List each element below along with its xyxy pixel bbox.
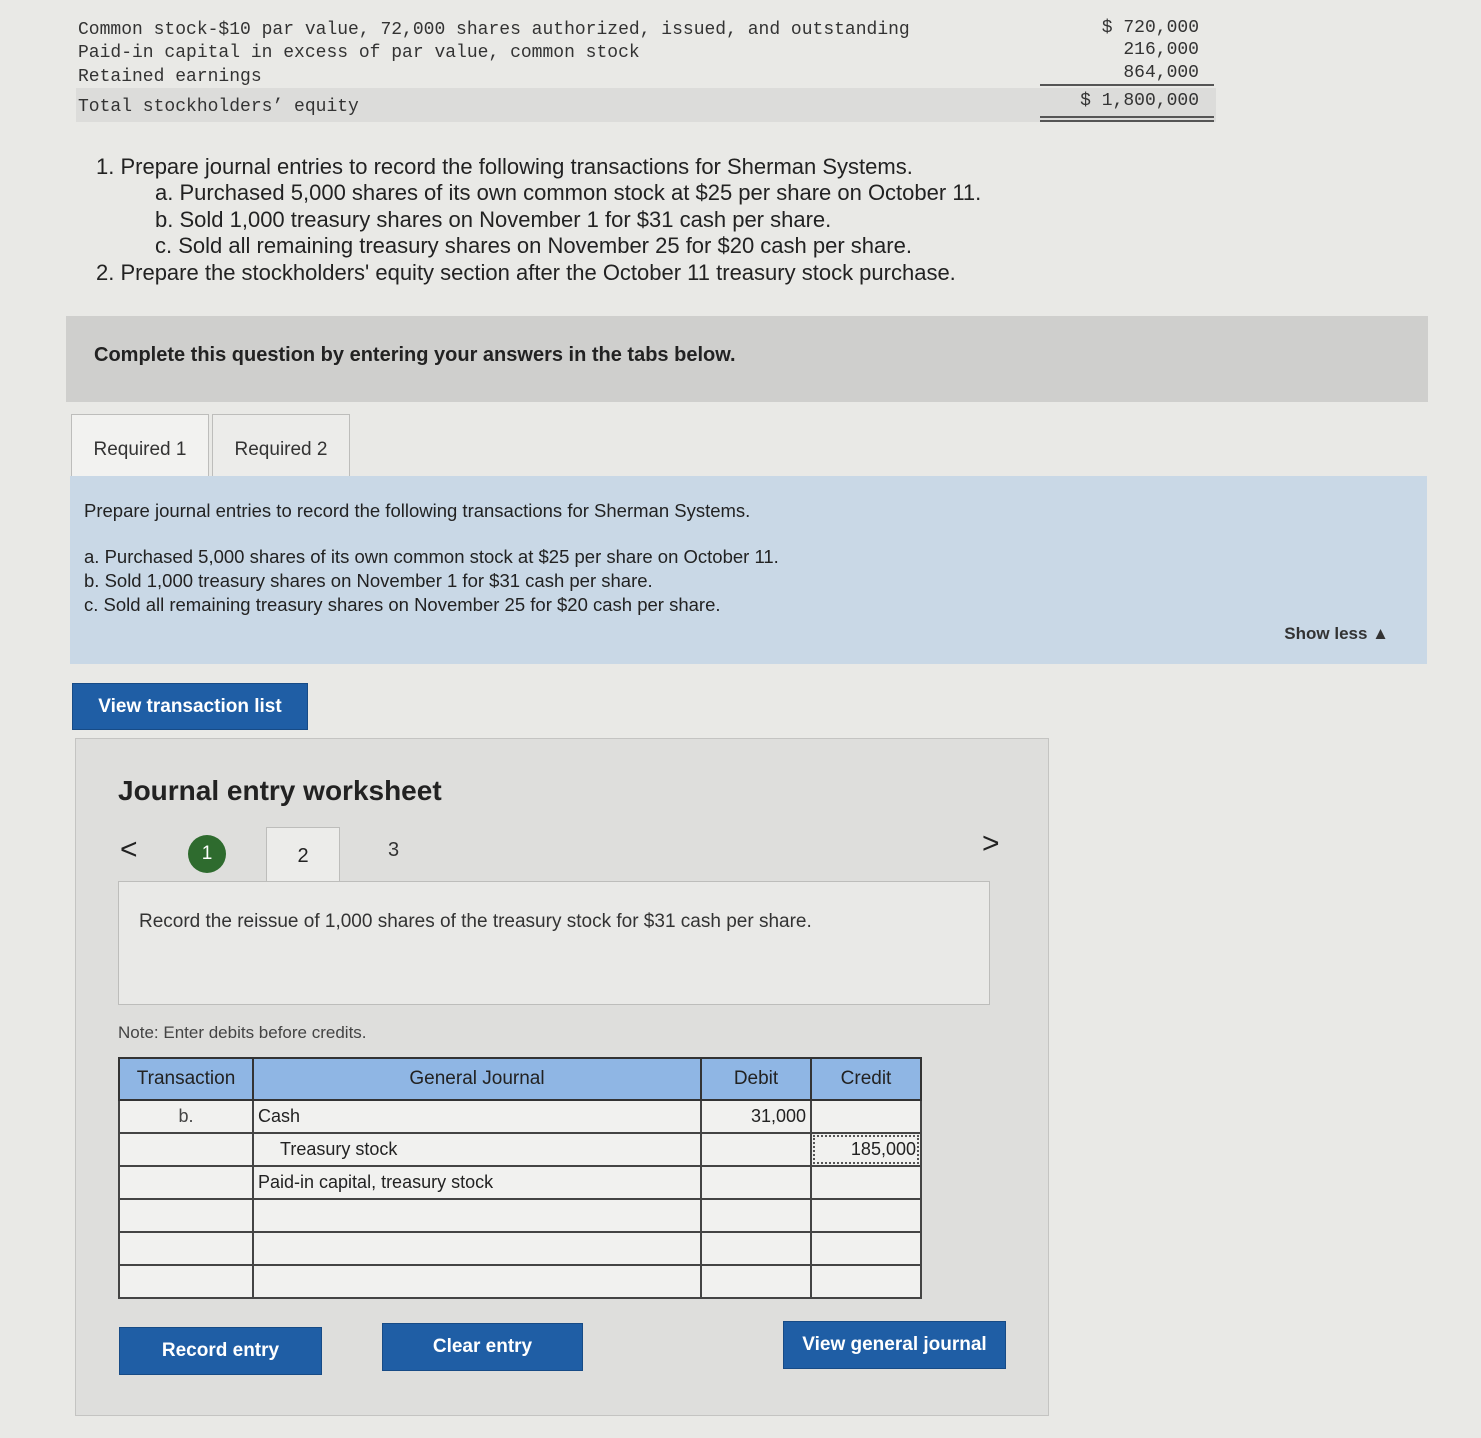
tab-required-2[interactable]: Required 2 bbox=[212, 414, 350, 484]
account-cell[interactable] bbox=[253, 1199, 701, 1232]
show-less-link[interactable]: Show less ▲ bbox=[1284, 624, 1389, 643]
account-cell[interactable]: Treasury stock bbox=[253, 1133, 701, 1166]
transaction-description-box bbox=[118, 881, 990, 1005]
credit-cell[interactable] bbox=[811, 1265, 921, 1298]
total-rule-1 bbox=[1040, 116, 1214, 118]
account-cell[interactable]: Paid-in capital, treasury stock bbox=[253, 1166, 701, 1199]
account-cell[interactable] bbox=[253, 1265, 701, 1298]
header-debit: Debit bbox=[701, 1058, 811, 1100]
prev-arrow-icon[interactable]: < bbox=[120, 833, 138, 866]
transaction-cell[interactable] bbox=[119, 1232, 253, 1265]
credit-cell[interactable] bbox=[811, 1199, 921, 1232]
account-cell[interactable]: Cash bbox=[253, 1100, 701, 1133]
journal-entry-worksheet bbox=[75, 738, 1049, 1416]
instruction-item-c: c. Sold all remaining treasury shares on November 25 for $20 cash per share. bbox=[155, 233, 912, 258]
table-row bbox=[119, 1166, 921, 1199]
equity-row-retained-earnings: Retained earnings bbox=[78, 67, 262, 87]
debit-cell[interactable] bbox=[701, 1232, 811, 1265]
info-heading: Prepare journal entries to record the following transactions for Sherman Systems. bbox=[84, 500, 751, 521]
instruction-item-2: 2. Prepare the stockholders' equity section after the October 11 treasury stock purchase. bbox=[96, 260, 956, 285]
requirement-info-box bbox=[70, 476, 1427, 664]
transaction-cell[interactable] bbox=[119, 1166, 253, 1199]
record-entry-button[interactable]: Record entry bbox=[119, 1327, 322, 1375]
step-1-complete[interactable]: 1 bbox=[188, 835, 226, 873]
credit-cell[interactable] bbox=[811, 1100, 921, 1133]
view-transaction-list-button[interactable]: View transaction list bbox=[72, 683, 308, 730]
instruction-item-a: a. Purchased 5,000 shares of its own common stock at $25 per share on October 11. bbox=[155, 180, 982, 205]
info-item-b: b. Sold 1,000 treasury shares on November 1 for $31 cash per share. bbox=[84, 570, 653, 591]
table-row bbox=[119, 1100, 921, 1133]
credit-cell[interactable] bbox=[811, 1232, 921, 1265]
equity-amount-paid-in-capital: 216,000 bbox=[1123, 40, 1199, 60]
debit-credit-note: Note: Enter debits before credits. bbox=[118, 1023, 367, 1042]
subtotal-rule bbox=[1040, 84, 1214, 86]
total-rule-2 bbox=[1040, 120, 1214, 122]
worksheet-title: Journal entry worksheet bbox=[118, 775, 442, 806]
view-general-journal-button[interactable]: View general journal bbox=[783, 1321, 1006, 1369]
equity-row-common-stock: Common stock-$10 par value, 72,000 shares authorized, issued, and outstanding bbox=[78, 20, 910, 40]
equity-total-amount: $ 1,800,000 bbox=[1080, 91, 1199, 111]
info-item-c: c. Sold all remaining treasury shares on November 25 for $20 cash per share. bbox=[84, 594, 721, 615]
equity-amount-common-stock: $ 720,000 bbox=[1101, 18, 1199, 38]
tab-required-1[interactable]: Required 1 bbox=[71, 414, 209, 484]
table-row bbox=[119, 1232, 921, 1265]
clear-entry-button[interactable]: Clear entry bbox=[382, 1323, 583, 1371]
debit-cell[interactable] bbox=[701, 1166, 811, 1199]
equity-total-label: Total stockholders’ equity bbox=[78, 97, 359, 117]
debit-cell[interactable] bbox=[701, 1199, 811, 1232]
account-cell[interactable] bbox=[253, 1232, 701, 1265]
transaction-description: Record the reissue of 1,000 shares of the treasury stock for $31 cash per share. bbox=[139, 911, 812, 932]
instruction-item-1: 1. Prepare journal entries to record the following transactions for Sherman Systems. bbox=[96, 154, 913, 179]
debit-cell[interactable] bbox=[701, 1265, 811, 1298]
step-3-tab[interactable]: 3 bbox=[388, 839, 400, 861]
transaction-cell[interactable] bbox=[119, 1133, 253, 1166]
table-row bbox=[119, 1199, 921, 1232]
debit-cell[interactable] bbox=[701, 1133, 811, 1166]
header-general-journal: General Journal bbox=[253, 1058, 701, 1100]
credit-cell[interactable] bbox=[811, 1166, 921, 1199]
info-item-a: a. Purchased 5,000 shares of its own common stock at $25 per share on October 11. bbox=[84, 546, 779, 567]
transaction-cell[interactable] bbox=[119, 1199, 253, 1232]
transaction-cell[interactable]: b. bbox=[119, 1100, 253, 1133]
transaction-cell[interactable] bbox=[119, 1265, 253, 1298]
banner-text: Complete this question by entering your answers in the tabs below. bbox=[94, 344, 736, 366]
instruction-item-b: b. Sold 1,000 treasury shares on November 1 for $31 cash per share. bbox=[155, 207, 832, 232]
equity-row-paid-in-capital: Paid-in capital in excess of par value, common stock bbox=[78, 43, 640, 63]
debit-cell[interactable]: 31,000 bbox=[701, 1100, 811, 1133]
equity-amount-retained-earnings: 864,000 bbox=[1123, 63, 1199, 83]
journal-table bbox=[118, 1057, 922, 1299]
instructions-banner bbox=[66, 316, 1428, 402]
step-2-tab[interactable]: 2 bbox=[266, 827, 340, 885]
header-transaction: Transaction bbox=[119, 1058, 253, 1100]
next-arrow-icon[interactable]: > bbox=[982, 827, 1000, 860]
credit-cell-focused[interactable]: 185,000 bbox=[811, 1133, 921, 1166]
table-row bbox=[119, 1133, 921, 1166]
header-credit: Credit bbox=[811, 1058, 921, 1100]
table-row bbox=[119, 1265, 921, 1298]
